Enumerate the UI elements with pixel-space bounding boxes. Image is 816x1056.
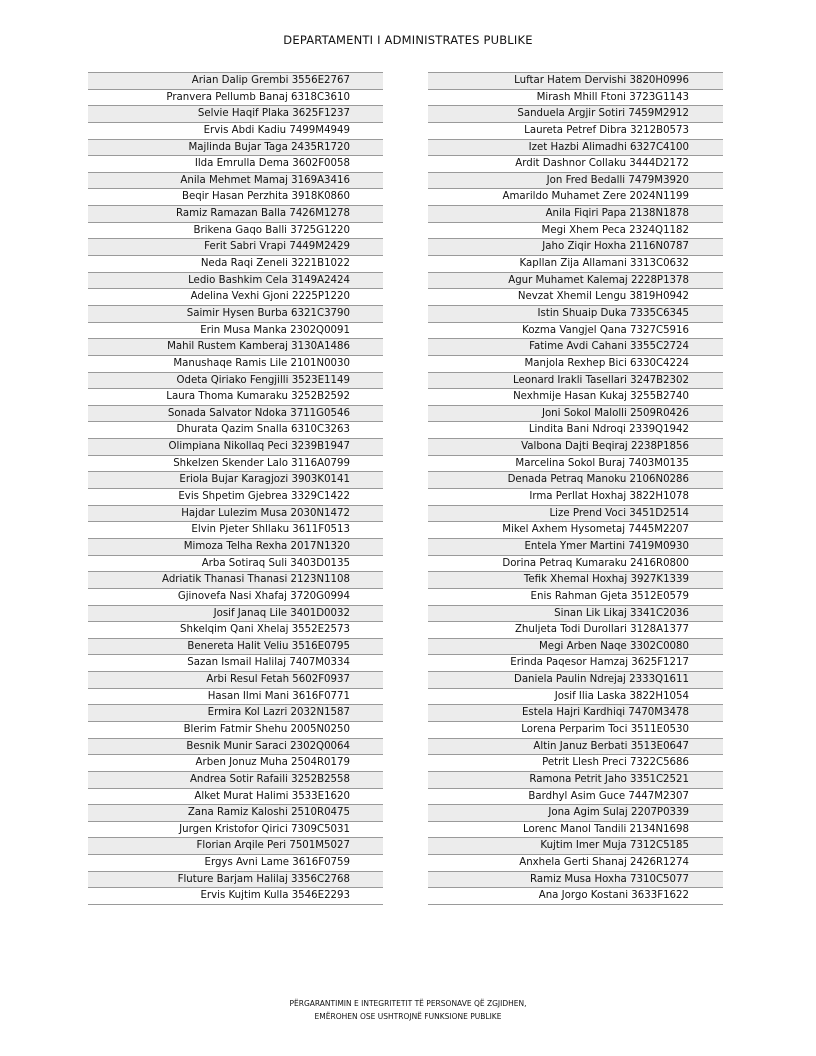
list-row: Arben Jonuz Muha 2504R0179 <box>88 755 383 772</box>
list-row: Shkelzen Skender Lalo 3116A0799 <box>88 456 383 473</box>
list-row: Ervis Abdi Kadiu 7499M4949 <box>88 123 383 140</box>
footer-line-2: EMËROHEN OSE USHTROJNË FUNKSIONE PUBLIKE <box>314 1012 502 1021</box>
list-row: Anila Fiqiri Papa 2138N1878 <box>428 206 723 223</box>
list-row: Beqir Hasan Perzhita 3918K0860 <box>88 189 383 206</box>
list-row: Josif Janaq Lile 3401D0032 <box>88 606 383 623</box>
list-row: Ramiz Ramazan Balla 7426M1278 <box>88 206 383 223</box>
list-row: Florian Arqile Peri 7501M5027 <box>88 838 383 855</box>
list-row: Odeta Qiriako Fengjilli 3523E1149 <box>88 373 383 390</box>
list-row: Ilda Emrulla Dema 3602F0058 <box>88 156 383 173</box>
list-row: Erin Musa Manka 2302Q0091 <box>88 323 383 340</box>
list-row: Petrit Llesh Preci 7322C5686 <box>428 755 723 772</box>
list-row: Hasan Ilmi Mani 3616F0771 <box>88 689 383 706</box>
list-row: Erinda Paqesor Hamzaj 3625F1217 <box>428 655 723 672</box>
list-row: Estela Hajri Kardhiqi 7470M3478 <box>428 705 723 722</box>
list-row: Sanduela Argjir Sotiri 7459M2912 <box>428 106 723 123</box>
list-row: Nevzat Xhemil Lengu 3819H0942 <box>428 289 723 306</box>
list-row: Olimpiana Nikollaq Peci 3239B1947 <box>88 439 383 456</box>
list-row: Megi Arben Naqe 3302C0080 <box>428 639 723 656</box>
list-row: Daniela Paulin Ndrejaj 2333Q1611 <box>428 672 723 689</box>
list-row: Izet Hazbi Alimadhi 6327C4100 <box>428 140 723 157</box>
list-row: Dorina Petraq Kumaraku 2416R0800 <box>428 556 723 573</box>
list-row: Kozma Vangjel Qana 7327C5916 <box>428 323 723 340</box>
list-row: Majlinda Bujar Taga 2435R1720 <box>88 140 383 157</box>
list-row: Evis Shpetim Gjebrea 3329C1422 <box>88 489 383 506</box>
footer-line-1: PËRGARANTIMIN E INTEGRITETIT TË PERSONAVE QË ZGJIDHEN, <box>289 999 527 1008</box>
list-row: Istin Shuaip Duka 7335C6345 <box>428 306 723 323</box>
list-row: Sazan Ismail Halilaj 7407M0334 <box>88 655 383 672</box>
list-row: Ledio Bashkim Cela 3149A2424 <box>88 273 383 290</box>
list-row: Ardit Dashnor Collaku 3444D2172 <box>428 156 723 173</box>
list-row: Ervis Kujtim Kulla 3546E2293 <box>88 888 383 905</box>
list-row: Kujtim Imer Muja 7312C5185 <box>428 838 723 855</box>
list-row: Selvie Haqif Plaka 3625F1237 <box>88 106 383 123</box>
list-row: Mahil Rustem Kamberaj 3130A1486 <box>88 339 383 356</box>
list-row: Shkelqim Qani Xhelaj 3552E2573 <box>88 622 383 639</box>
list-row: Fatime Avdi Cahani 3355C2724 <box>428 339 723 356</box>
list-row: Mikel Axhem Hysometaj 7445M2207 <box>428 522 723 539</box>
list-row: Lorena Perparim Toci 3511E0530 <box>428 722 723 739</box>
list-row: Adriatik Thanasi Thanasi 2123N1108 <box>88 572 383 589</box>
list-row: Ergys Avni Lame 3616F0759 <box>88 855 383 872</box>
list-row: Entela Ymer Martini 7419M0930 <box>428 539 723 556</box>
list-row: Besnik Munir Saraci 2302Q0064 <box>88 739 383 756</box>
list-row: Arian Dalip Grembi 3556E2767 <box>88 73 383 90</box>
list-row: Andrea Sotir Rafaili 3252B2558 <box>88 772 383 789</box>
list-row: Zana Ramiz Kaloshi 2510R0475 <box>88 805 383 822</box>
list-row: Lorenc Manol Tandili 2134N1698 <box>428 822 723 839</box>
list-row: Kapllan Zija Allamani 3313C0632 <box>428 256 723 273</box>
list-row: Anila Mehmet Mamaj 3169A3416 <box>88 173 383 190</box>
list-row: Sonada Salvator Ndoka 3711G0546 <box>88 406 383 423</box>
list-row: Jaho Ziqir Hoxha 2116N0787 <box>428 239 723 256</box>
list-row: Jon Fred Bedalli 7479M3920 <box>428 173 723 190</box>
list-row: Fluture Barjam Halilaj 3356C2768 <box>88 872 383 889</box>
list-row: Joni Sokol Malolli 2509R0426 <box>428 406 723 423</box>
list-row: Megi Xhem Peca 2324Q1182 <box>428 223 723 240</box>
list-row: Sinan Lik Likaj 3341C2036 <box>428 606 723 623</box>
list-row: Enis Rahman Gjeta 3512E0579 <box>428 589 723 606</box>
list-row: Hajdar Lulezim Musa 2030N1472 <box>88 506 383 523</box>
list-row: Eriola Bujar Karagjozi 3903K0141 <box>88 472 383 489</box>
page-footer <box>0 997 816 1023</box>
list-row: Irma Perllat Hoxhaj 3822H1078 <box>428 489 723 506</box>
list-row: Zhuljeta Todi Durollari 3128A1377 <box>428 622 723 639</box>
list-row: Amarildo Muhamet Zere 2024N1199 <box>428 189 723 206</box>
list-row: Lize Prend Voci 3451D2514 <box>428 506 723 523</box>
list-row: Arbi Resul Fetah 5602F0937 <box>88 672 383 689</box>
list-row: Dhurata Qazim Snalla 6310C3263 <box>88 422 383 439</box>
list-row: Manjola Rexhep Bici 6330C4224 <box>428 356 723 373</box>
list-row: Pranvera Pellumb Banaj 6318C3610 <box>88 90 383 107</box>
list-row: Tefik Xhemal Hoxhaj 3927K1339 <box>428 572 723 589</box>
list-row: Elvin Pjeter Shllaku 3611F0513 <box>88 522 383 539</box>
list-row: Manushaqe Ramis Lile 2101N0030 <box>88 356 383 373</box>
list-row: Agur Muhamet Kalemaj 2228P1378 <box>428 273 723 290</box>
list-row: Lindita Bani Ndroqi 2339Q1942 <box>428 422 723 439</box>
list-row: Neda Raqi Zeneli 3221B1022 <box>88 256 383 273</box>
list-row: Nexhmije Hasan Kukaj 3255B2740 <box>428 389 723 406</box>
left-name-list <box>88 72 383 905</box>
list-row: Anxhela Gerti Shanaj 2426R1274 <box>428 855 723 872</box>
list-row: Laura Thoma Kumaraku 3252B2592 <box>88 389 383 406</box>
list-row: Alket Murat Halimi 3533E1620 <box>88 789 383 806</box>
list-row: Ermira Kol Lazri 2032N1587 <box>88 705 383 722</box>
list-row: Blerim Fatmir Shehu 2005N0250 <box>88 722 383 739</box>
list-row: Arba Sotiraq Suli 3403D0135 <box>88 556 383 573</box>
list-row: Leonard Irakli Tasellari 3247B2302 <box>428 373 723 390</box>
list-row: Gjinovefa Nasi Xhafaj 3720G0994 <box>88 589 383 606</box>
list-row: Brikena Gaqo Balli 3725G1220 <box>88 223 383 240</box>
list-row: Altin Januz Berbati 3513E0647 <box>428 739 723 756</box>
list-row: Marcelina Sokol Buraj 7403M0135 <box>428 456 723 473</box>
list-row: Laureta Petref Dibra 3212B0573 <box>428 123 723 140</box>
list-row: Saimir Hysen Burba 6321C3790 <box>88 306 383 323</box>
list-row: Benereta Halit Veliu 3516E0795 <box>88 639 383 656</box>
list-row: Denada Petraq Manoku 2106N0286 <box>428 472 723 489</box>
list-row: Jurgen Kristofor Qirici 7309C5031 <box>88 822 383 839</box>
list-row: Jona Agim Sulaj 2207P0339 <box>428 805 723 822</box>
list-row: Ramona Petrit Jaho 3351C2521 <box>428 772 723 789</box>
page-title: DEPARTAMENTI I ADMINISTRATES PUBLIKE <box>283 33 533 47</box>
list-row: Ramiz Musa Hoxha 7310C5077 <box>428 872 723 889</box>
list-row: Valbona Dajti Beqiraj 2238P1856 <box>428 439 723 456</box>
list-row: Ferit Sabri Vrapi 7449M2429 <box>88 239 383 256</box>
list-row: Josif Ilia Laska 3822H1054 <box>428 689 723 706</box>
list-row: Mirash Mhill Ftoni 3723G1143 <box>428 90 723 107</box>
list-row: Ana Jorgo Kostani 3633F1622 <box>428 888 723 905</box>
list-row: Adelina Vexhi Gjoni 2225P1220 <box>88 289 383 306</box>
list-row: Mimoza Telha Rexha 2017N1320 <box>88 539 383 556</box>
list-row: Bardhyl Asim Guce 7447M2307 <box>428 789 723 806</box>
right-name-list <box>428 72 723 905</box>
list-row: Luftar Hatem Dervishi 3820H0996 <box>428 73 723 90</box>
